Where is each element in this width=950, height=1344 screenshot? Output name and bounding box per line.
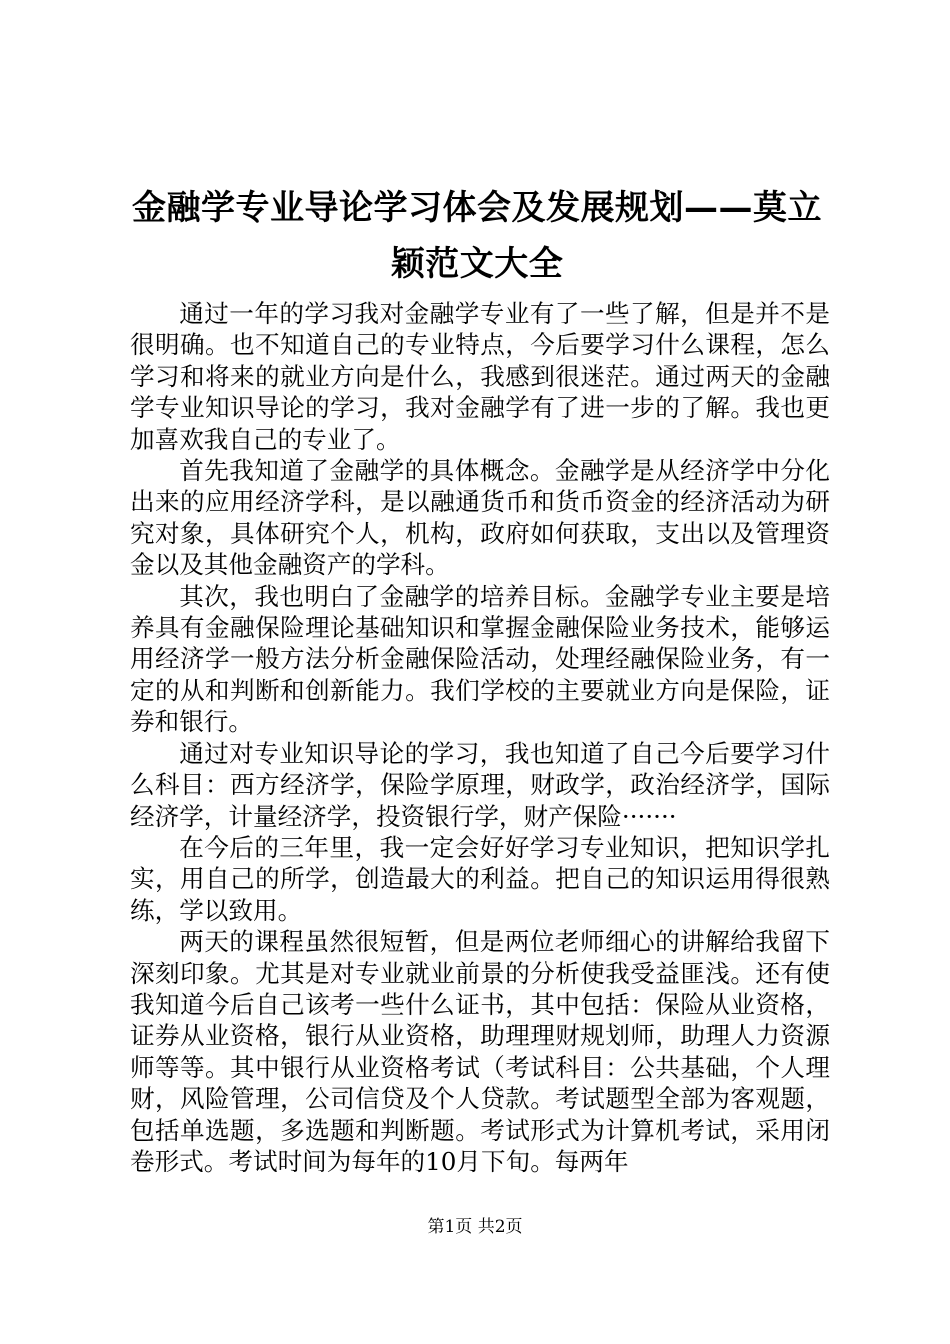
paragraph: 通过一年的学习我对金融学专业有了一些了解，但是并不是很明确。也不知道自己的专业特点，今后要学习什么课程，怎么学习和将来的就业方向是什么，我感到很迷茫。通过两天的金融学专业知识导论的学习，我对金融学有了进一步的了解。我也更加喜欢我自己的专业了。 bbox=[130, 299, 830, 454]
page-footer: 第1页 共2页 bbox=[427, 1217, 523, 1237]
paragraph: 其次，我也明白了金融学的培养目标。金融学专业主要是培养具有金融保险理论基础知识和掌握金融保险业务技术，能够运用经济学一般方法分析金融保险活动，处理经融保险业务，有一定的从和判断和创新能力。我们学校的主要就业方向是保险，证券和银行。 bbox=[130, 581, 830, 737]
paragraph: 两天的课程虽然很短暂，但是两位老师细心的讲解给我留下深刻印象。尤其是对专业就业前景的分析使我受益匪浅。还有使我知道今后自己该考一些什么证书，其中包括：保险从业资格，证券从业资格，银行从业资格，助理理财规划师，助理人力资源师等等。其中银行从业资格考试（考试科目：公共基础，个人理财，风险管理，公司信贷及个人贷款。考试题型全部为客观题，包括单选题，多选题和判断题。考试形式为计算机考试，采用闭卷形式。考试时间为每年的10月下旬。每两年 bbox=[130, 927, 830, 1176]
document-body bbox=[130, 298, 830, 1188]
paragraph: 通过对专业知识导论的学习，我也知道了自己今后要学习什么科目：西方经济学，保险学原理，财政学，政治经济学，国际经济学，计量经济学，投资银行学，财产保险······· bbox=[130, 738, 830, 831]
paragraph: 首先我知道了金融学的具体概念。金融学是从经济学中分化出来的应用经济学科，是以融通货币和货币资金的经济活动为研究对象，具体研究个人，机构，政府如何获取，支出以及管理资金以及其他金融资产的学科。 bbox=[130, 456, 830, 580]
document-title: 金融学专业导论学习体会及发展规划——莫立颖范文大全 bbox=[132, 188, 822, 284]
paragraph: 在今后的三年里，我一定会好好学习专业知识，把知识学扎实，用自己的所学，创造最大的利益。把自己的知识运用得很熟练，学以致用。 bbox=[130, 832, 830, 925]
